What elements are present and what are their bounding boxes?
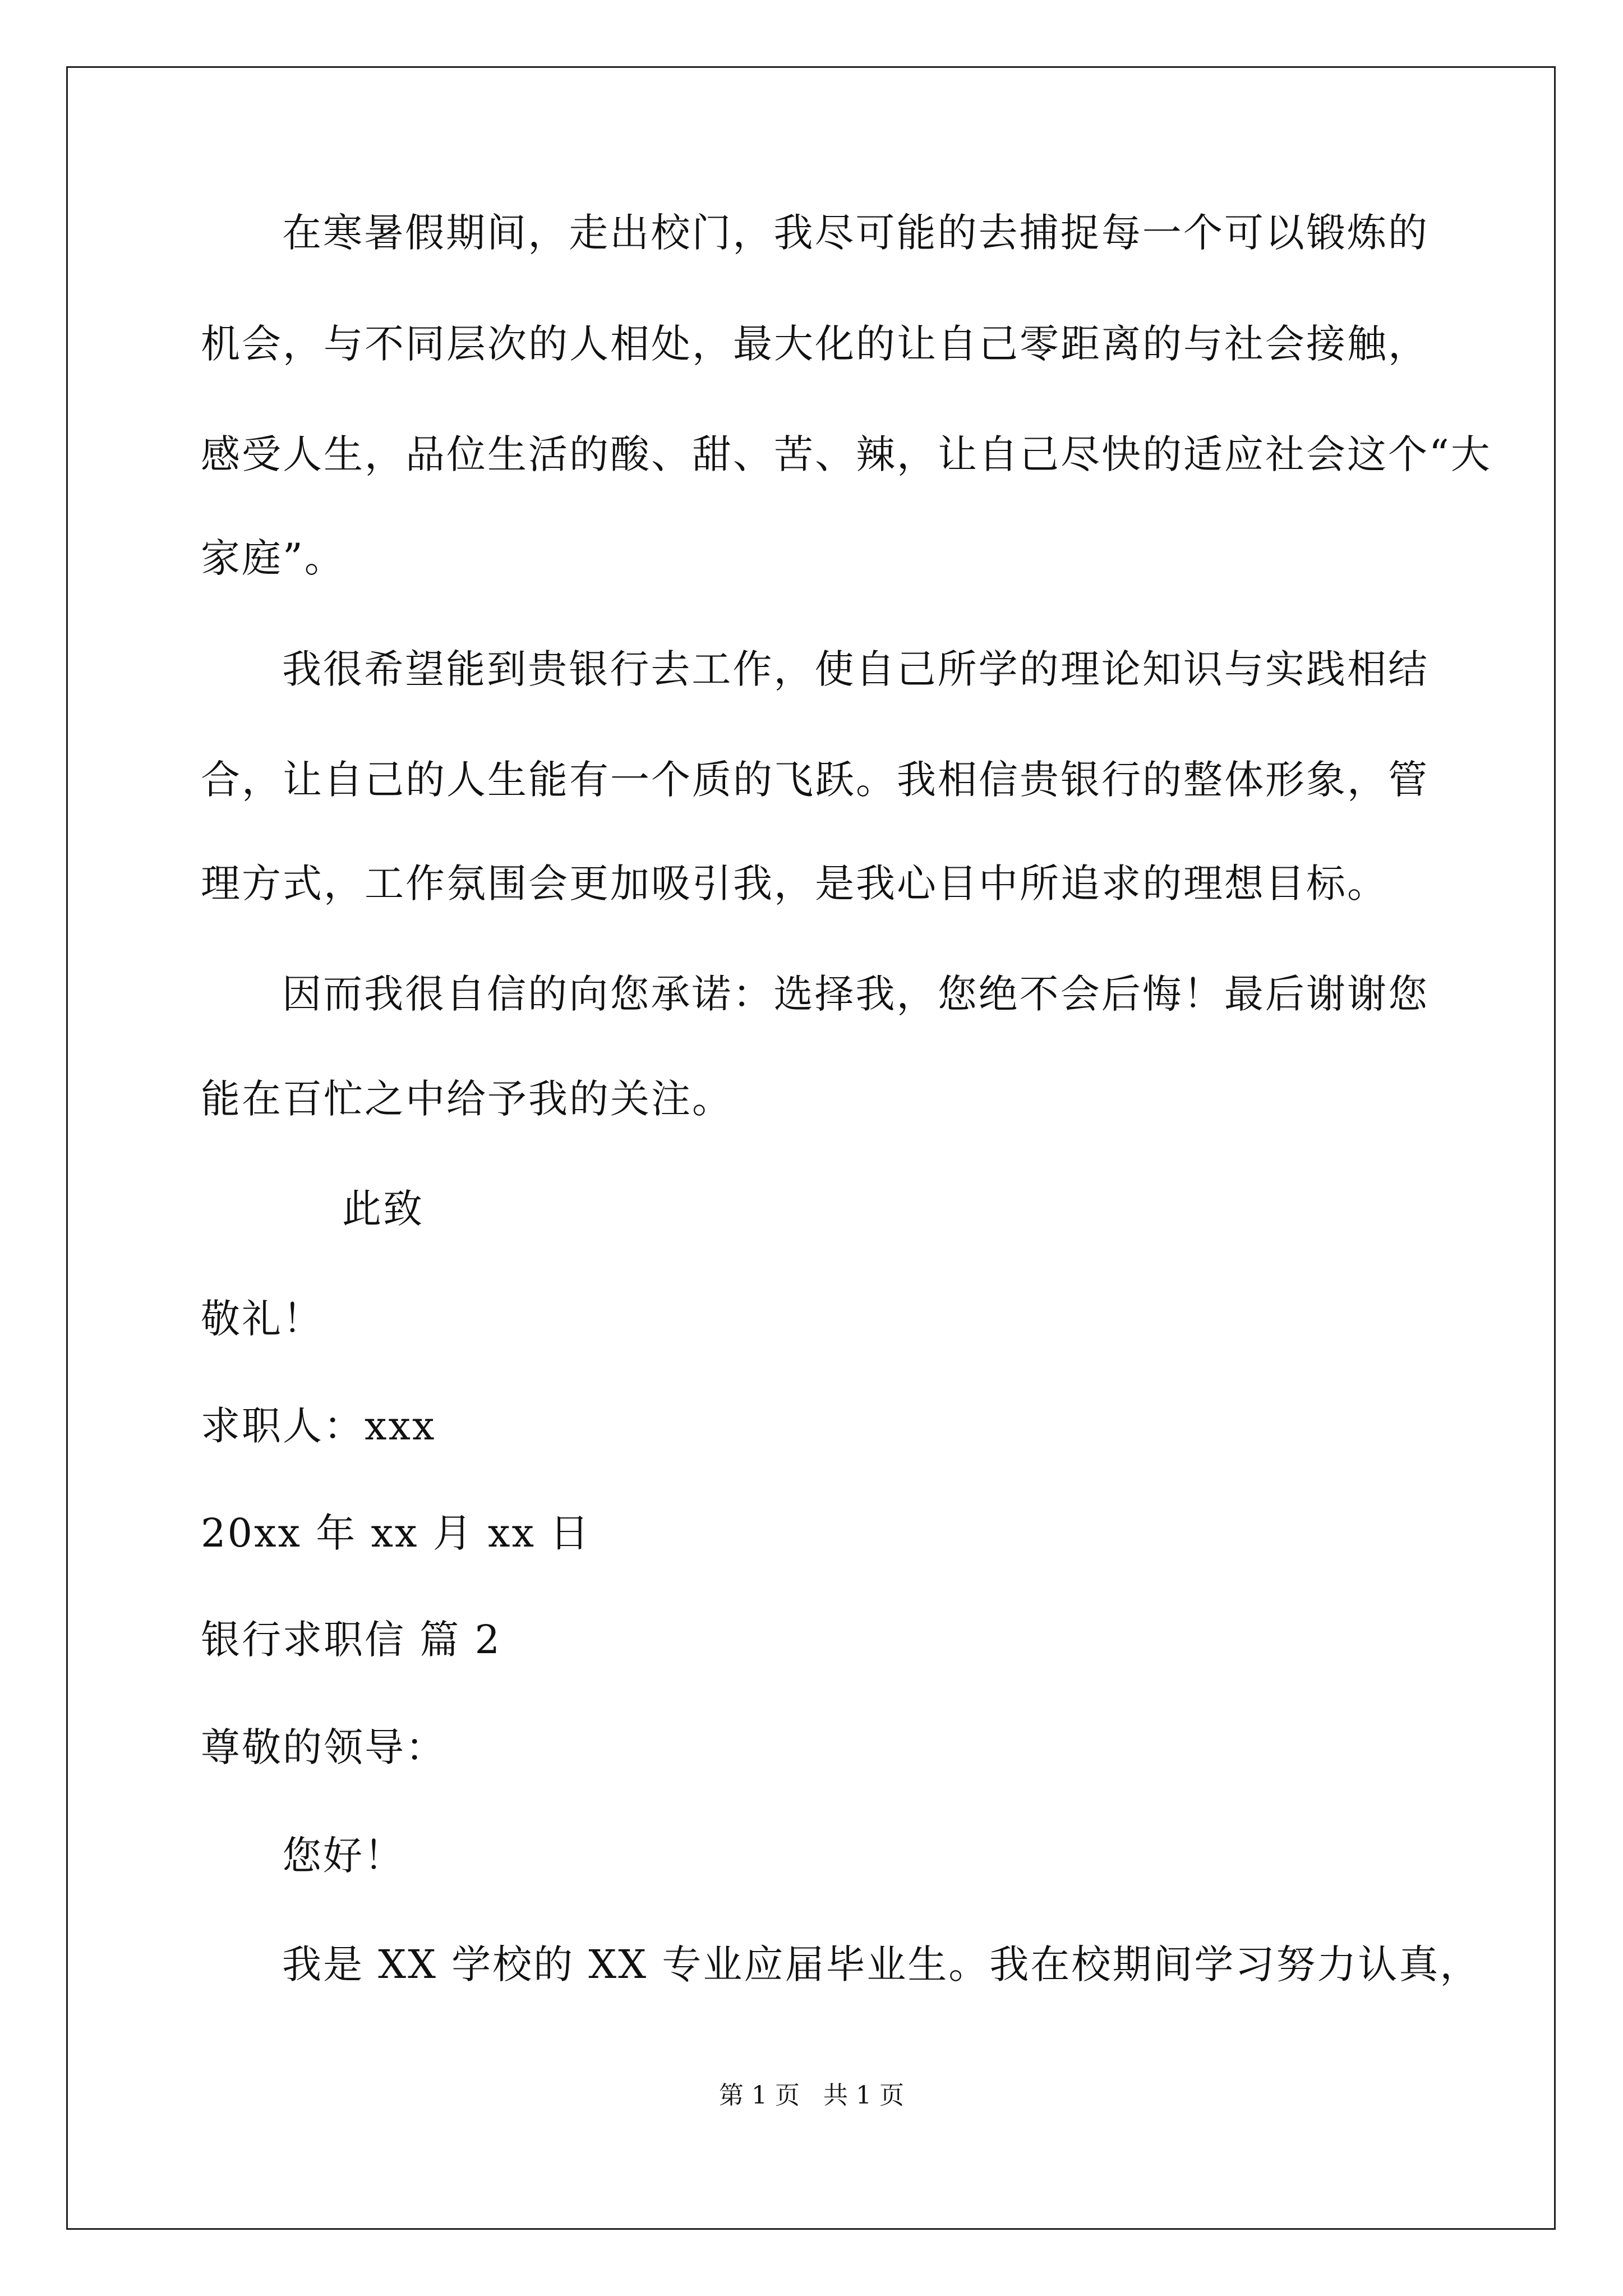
paragraph-4-line-1: 我是 XX 学校的 XX 专业应届毕业生。我在校期间学习努力认真， [282, 1941, 1481, 1987]
paragraph-2-line-3: 理方式，工作氛围会更加吸引我，是我心目中所追求的理想目标。 [201, 861, 1388, 907]
paragraph-3-line-1: 因而我很自信的向您承诺：选择我，您绝不会后悔！最后谢谢您 [282, 971, 1429, 1017]
applicant-signature: 求职人：xxx [201, 1403, 436, 1449]
page-border [66, 66, 1556, 2230]
paragraph-2-line-2: 合，让自己的人生能有一个质的飞跃。我相信贵银行的整体形象，管 [201, 757, 1429, 803]
paragraph-1-line-2: 机会，与不同层次的人相处，最大化的让自己零距离的与社会接触， [201, 321, 1429, 367]
closing-regards: 敬礼！ [201, 1296, 324, 1342]
paragraph-1-line-1: 在寒暑假期间，走出校门，我尽可能的去捕捉每一个可以锻炼的 [282, 210, 1429, 256]
section-heading: 银行求职信 篇 2 [201, 1617, 502, 1663]
closing-salutation: 此致 [342, 1186, 424, 1232]
page-footer: 第 1 页 共 1 页 [719, 2081, 904, 2110]
paragraph-1-line-4: 家庭”。 [201, 535, 345, 581]
paragraph-2-line-1: 我很希望能到贵银行去工作，使自己所学的理论知识与实践相结 [282, 646, 1429, 692]
greeting-line: 尊敬的领导： [201, 1724, 446, 1770]
paragraph-3-line-2: 能在百忙之中给予我的关注。 [201, 1076, 733, 1122]
letter-date: 20xx 年 xx 月 xx 日 [201, 1510, 591, 1556]
paragraph-1-line-3: 感受人生，品位生活的酸、甜、苦、辣，让自己尽快的适应社会这个“大 [201, 431, 1492, 477]
greeting-hello: 您好！ [282, 1833, 405, 1879]
